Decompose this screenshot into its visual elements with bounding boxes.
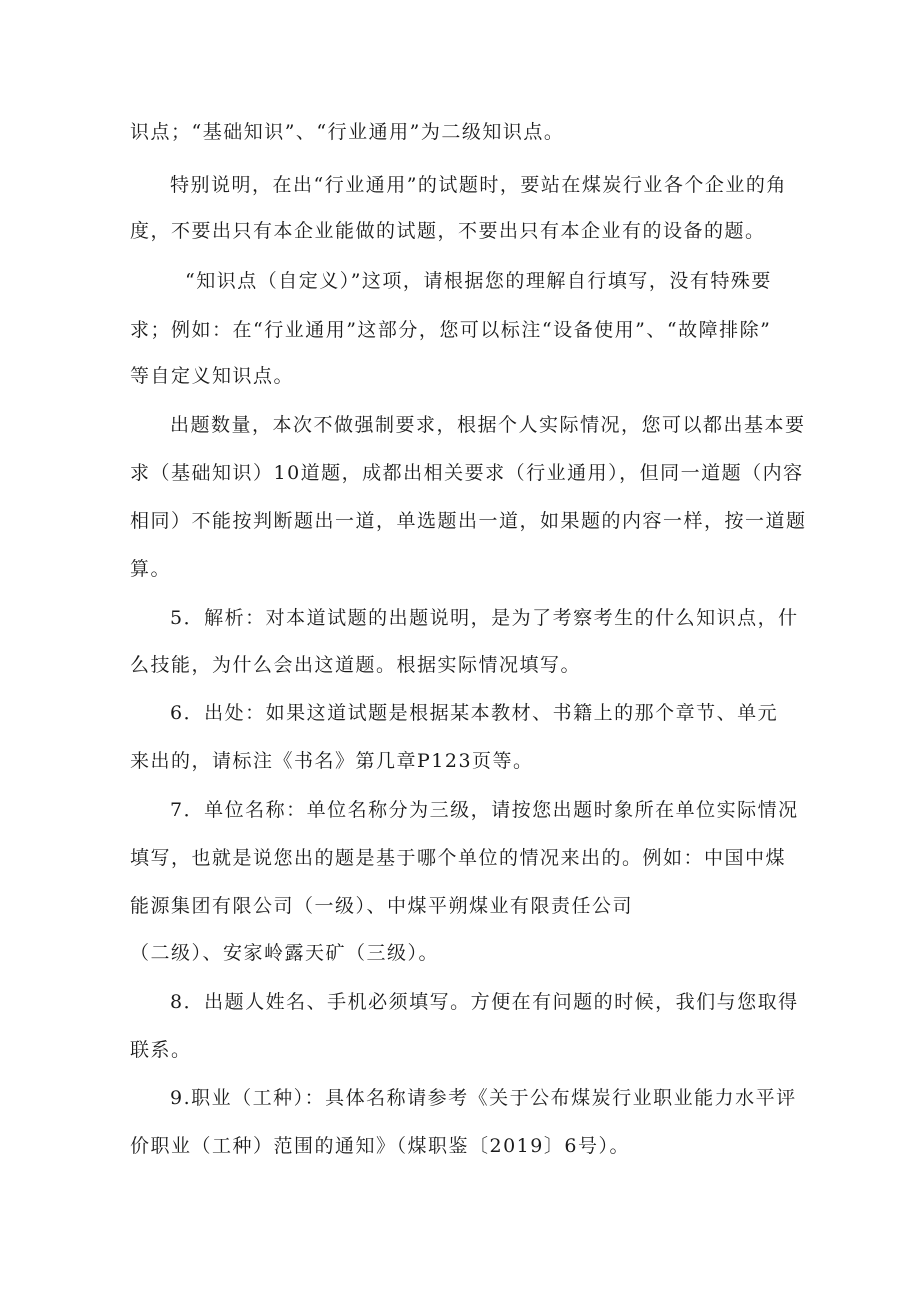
line-6: 等自定义知识点。 [130, 365, 295, 387]
line-7: 出题数量，本次不做强制要求，根据个人实际情况，您可以都出基本要 [170, 414, 806, 436]
line-22: 价职业（工种）范围的通知》（煤职鉴〔2019〕6号）。 [130, 1135, 630, 1157]
line-17: 能源集团有限公司（一级）、中煤平朔煤业有限责任公司 [130, 895, 634, 917]
line-16: 填写，也就是说您出的题是基于哪个单位的情况来出的。例如：中国中煤 [130, 847, 787, 869]
line-14: 来出的，请标注《书名》第几章P123页等。 [130, 750, 534, 772]
line-5: 求；例如：在“行业通用”这部分，您可以标注“设备使用”、“故障排除” [130, 319, 772, 341]
line-19: 8．出题人姓名、手机必须填写。方便在有问题的时候，我们与您取得 [170, 991, 799, 1013]
line-12: 么技能，为什么会出这道题。根据实际情况填写。 [130, 654, 582, 676]
line-20: 联系。 [130, 1039, 192, 1061]
line-11: 5．解析：对本道试题的出题说明，是为了考察考生的什么知识点，什 [170, 607, 799, 629]
line-8: 求（基础知识）10道题，成都出相关要求（行业通用），但同一道题（内容 [130, 462, 804, 484]
line-10: 算。 [130, 558, 172, 580]
line-9: 相同）不能按判断题出一道，单选题出一道，如果题的内容一样，按一道题 [130, 510, 807, 532]
line-18: （二级）、安家岭露天矿（三级）。 [130, 942, 440, 964]
line-21: 9.职业（工种）：具体名称请参考《关于公布煤炭行业职业能力水平评 [170, 1087, 797, 1109]
line-13: 6．出处：如果这道试题是根据某本教材、书籍上的那个章节、单元 [170, 702, 779, 724]
line-2: 特别说明，在出“行业通用”的试题时，要站在煤炭行业各个企业的角 [170, 174, 787, 196]
line-15: 7．单位名称：单位名称分为三级，请按您出题时象所在单位实际情况 [170, 799, 799, 821]
line-3: 度，不要出只有本企业能做的试题，不要出只有本企业有的设备的题。 [130, 220, 766, 242]
line-1: 识点；“基础知识”、“行业通用”为二级知识点。 [130, 121, 565, 143]
line-4: “知识点（自定义）”这项，请根据您的理解自行填写，没有特殊要 [185, 270, 772, 292]
